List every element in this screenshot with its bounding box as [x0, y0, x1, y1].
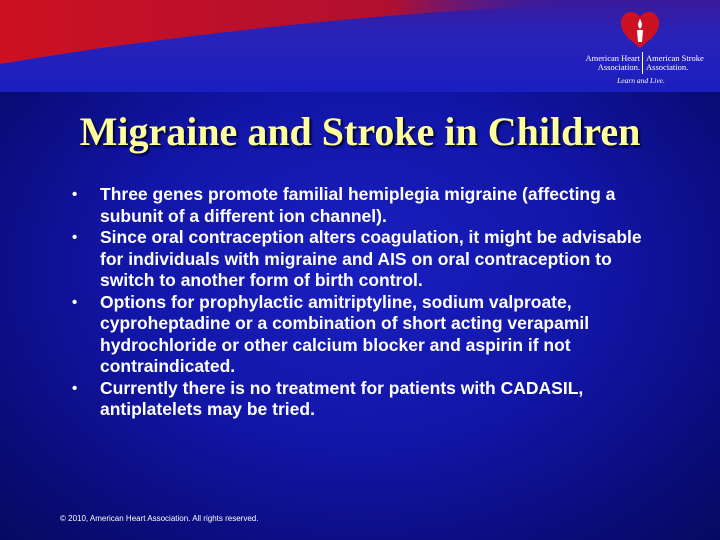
- bullet-text: Options for prophylactic amitriptyline, sodium valproate, cyproheptadine or a combination of short acting verapamil hydrochloride or other calcium blocker and aspirin if not contraindicated.: [100, 291, 590, 376]
- aha-asa-logo: [566, 8, 716, 92]
- aha-name: American Heart Association.: [585, 53, 640, 72]
- copyright-footer: © 2010, American Heart Association. All rights reserved.: [60, 514, 259, 523]
- logo-divider: [642, 52, 643, 74]
- bullet-text: Three genes promote familial hemiplegia migraine (affecting a subunit of a different ion channel).: [100, 184, 616, 226]
- bullet-dot: •: [72, 293, 78, 311]
- heart-torch-icon: [618, 8, 662, 50]
- logo-tagline: Learn and Live.: [617, 76, 665, 85]
- asa-name: American Stroke Association.: [646, 53, 704, 72]
- bullet-text: Since oral contraception alters coagulation, it might be advisable for individuals with migraine and AIS on oral contraception to switch to another form of birth control.: [100, 227, 642, 290]
- bullet-text: Currently there is no treatment for patients with CADASIL, antiplatelets may be tried.: [100, 377, 584, 419]
- bullet-dot: •: [72, 186, 78, 203]
- red-swoosh-decoration: [0, 0, 560, 64]
- bullet-dot: •: [72, 379, 78, 397]
- bullet-item: [72, 378, 662, 421]
- bullet-dot: •: [72, 229, 78, 246]
- bullet-item: [72, 227, 662, 292]
- bullet-item: [72, 184, 662, 227]
- slide-title: Migraine and Stroke in Children: [79, 109, 641, 154]
- bullet-item: [72, 292, 662, 378]
- bullet-list: [72, 184, 662, 421]
